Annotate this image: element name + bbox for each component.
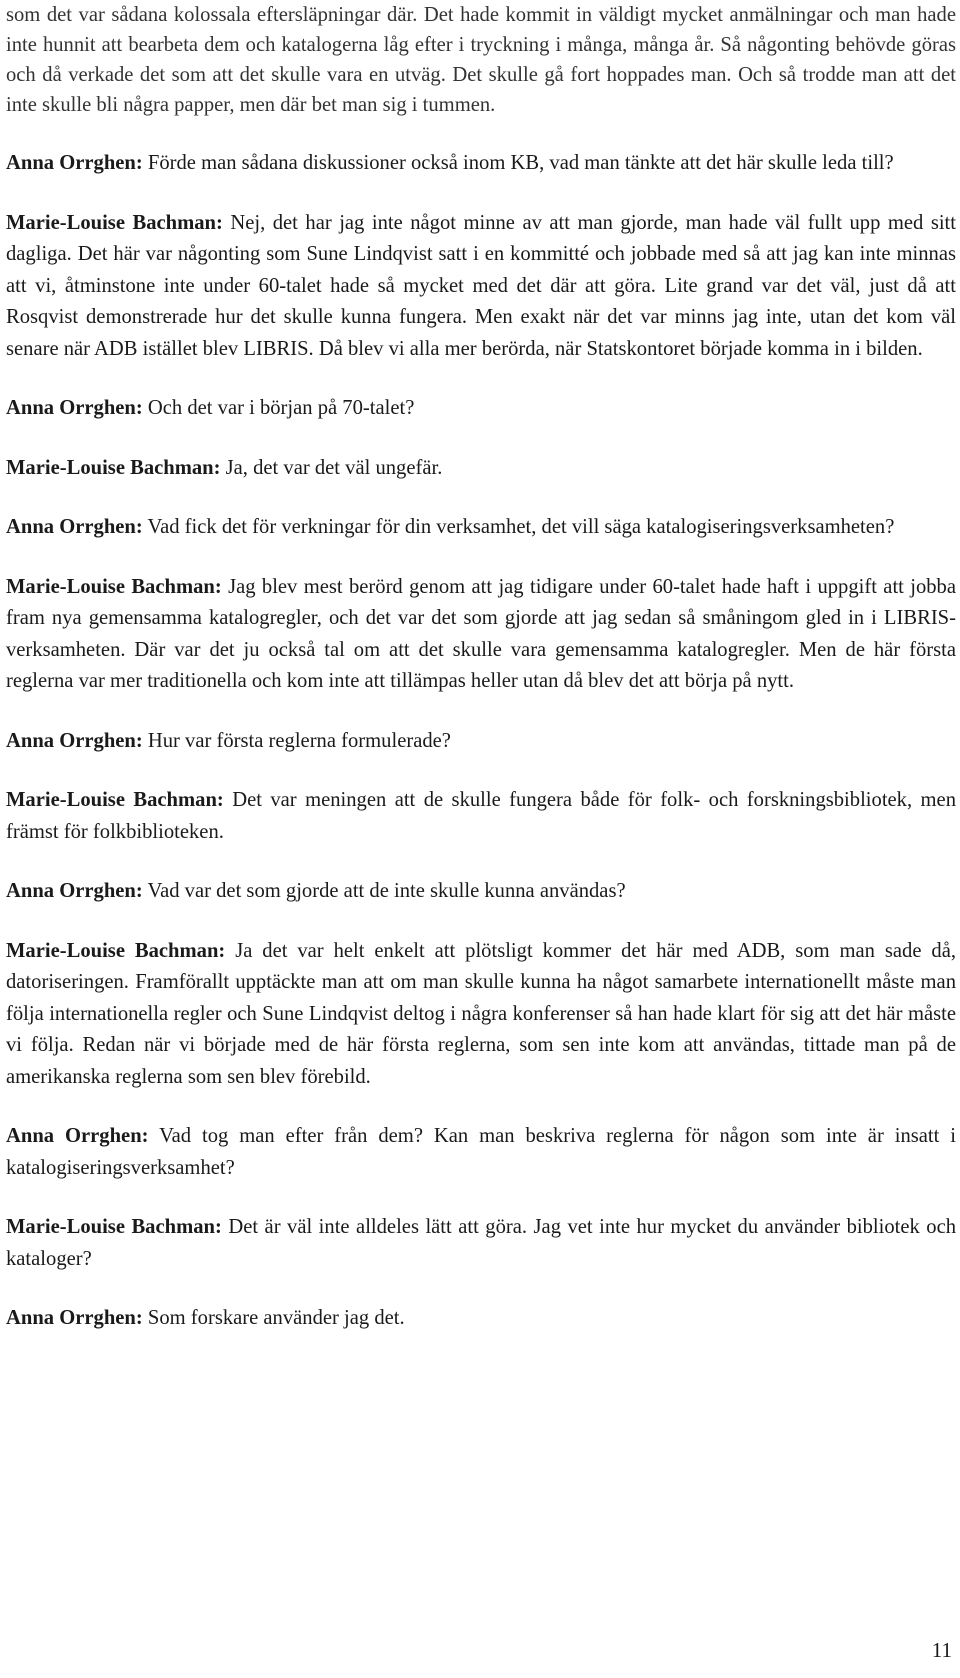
transcript-entry <box>6 512 956 544</box>
speaker-name: Anna Orrghen: <box>6 397 143 419</box>
speaker-name: Marie-Louise Bachman: <box>6 1216 222 1238</box>
speaker-name: Anna Orrghen: <box>6 880 143 902</box>
speech-text: Nej, det har jag inte något minne av att man gjorde, man hade väl fullt upp med sitt dagliga. Det här var någonting som Sune Lindqvist satt i en kommitté och jobbade med så att jag kan inte minnas att vi, åtminstone inte under 60-talet hade så mycket med det där att göra. Lite grand var det väl, just då att Rosqvist demonstrerade hur det skulle kunna fungera. Men exakt när det var minns jag inte, utan det kom väl senare när ADB istället blev LIBRIS. Då blev vi alla mer berörda, när Statskontoret började komma in i bilden. <box>6 211 956 360</box>
transcript-entry <box>6 1121 956 1184</box>
transcript-entry <box>6 572 956 698</box>
speech-text: Hur var första reglerna formulerade? <box>142 729 451 752</box>
speaker-name: Anna Orrghen: <box>6 1125 149 1147</box>
transcript-entry <box>6 393 956 425</box>
speaker-name: Marie-Louise Bachman: <box>6 575 222 598</box>
transcript-entry <box>6 208 956 366</box>
transcript-entry <box>6 936 956 1094</box>
transcript-entry <box>6 1303 956 1335</box>
speaker-name: Anna Orrghen: <box>6 1307 143 1329</box>
transcript-entry <box>6 876 956 908</box>
transcript-entry <box>6 726 956 758</box>
speech-text: Som forskare använder jag det. <box>142 1307 405 1329</box>
transcript-entry <box>6 148 956 180</box>
page-number: 11 <box>931 1638 952 1662</box>
speaker-name: Anna Orrghen: <box>6 516 143 538</box>
document-page <box>6 0 956 1363</box>
speech-text: Förde man sådana diskussioner också inom KB, vad man tänkte att det här skulle leda till? <box>142 152 894 174</box>
speaker-name: Marie-Louise Bachman: <box>6 456 221 479</box>
speaker-name: Marie-Louise Bachman: <box>6 211 223 234</box>
speech-text: Vad var det som gjorde att de inte skulle kunna användas? <box>142 880 626 902</box>
speech-text: Och det var i början på 70-talet? <box>142 397 415 419</box>
speaker-name: Marie-Louise Bachman: <box>6 789 224 811</box>
speech-text: Vad fick det för verkningar för din verksamhet, det vill säga katalogiseringsverksamheten? <box>142 516 895 538</box>
speech-text: Det är väl inte alldeles lätt att göra. Jag vet inte hur mycket du använder bibliotek och kataloger? <box>6 1216 957 1270</box>
transcript-entry <box>6 453 956 485</box>
transcript-entry <box>6 1212 956 1275</box>
intro-paragraph: som det var sådana kolossala eftersläpningar där. Det hade kommit in väldigt mycket anmälningar och man hade inte hunnit att bearbeta dem och katalogerna låg efter i tryckning i många, många år. Så någonting behövde göras och då verkade det som att det skulle vara en utväg. Det skulle gå fort hoppades man. Och så trodde man att det inte skulle bli några papper, men där bet man sig i tummen. <box>6 4 956 116</box>
speech-text: Jag blev mest berörd genom att jag tidigare under 60-talet hade haft i uppgift att jobba fram nya gemensamma katalogregler, och det var det som gjorde att jag sedan så småningom gled in i LIBRIS-verksamheten. Där var det ju också tal om att det skulle vara gemensamma katalogregler. Men de här första reglerna var mer traditionella och kom inte att tillämpas heller utan då blev det att börja på nytt. <box>6 575 956 692</box>
speech-text: Det var meningen att de skulle fungera både för folk- och forskningsbibliotek, men främst för folkbiblioteken. <box>6 789 956 843</box>
speech-text: Ja, det var det väl ungefär. <box>220 456 443 479</box>
speech-text: Vad tog man efter från dem? Kan man beskriva reglerna för någon som inte är insatt i katalogiseringsverksamhet? <box>6 1125 956 1179</box>
speaker-name: Marie-Louise Bachman: <box>6 939 226 962</box>
transcript-entry <box>6 785 956 848</box>
speaker-name: Anna Orrghen: <box>6 729 143 752</box>
speech-text: Ja det var helt enkelt att plötsligt kommer det här med ADB, som man sade då, datoriseringen. Framförallt upptäckte man att om man skulle kunna ha något samarbete internationellt måste man följa internationella regler och Sune Lindqvist deltog i några konferenser så han hade klart för sig att det här måste vi följa. Redan när vi började med de här första reglerna, som sen inte kom att användas, tittade man på de amerikanska reglerna som sen blev förebild. <box>6 939 956 1088</box>
speaker-name: Anna Orrghen: <box>6 152 143 174</box>
